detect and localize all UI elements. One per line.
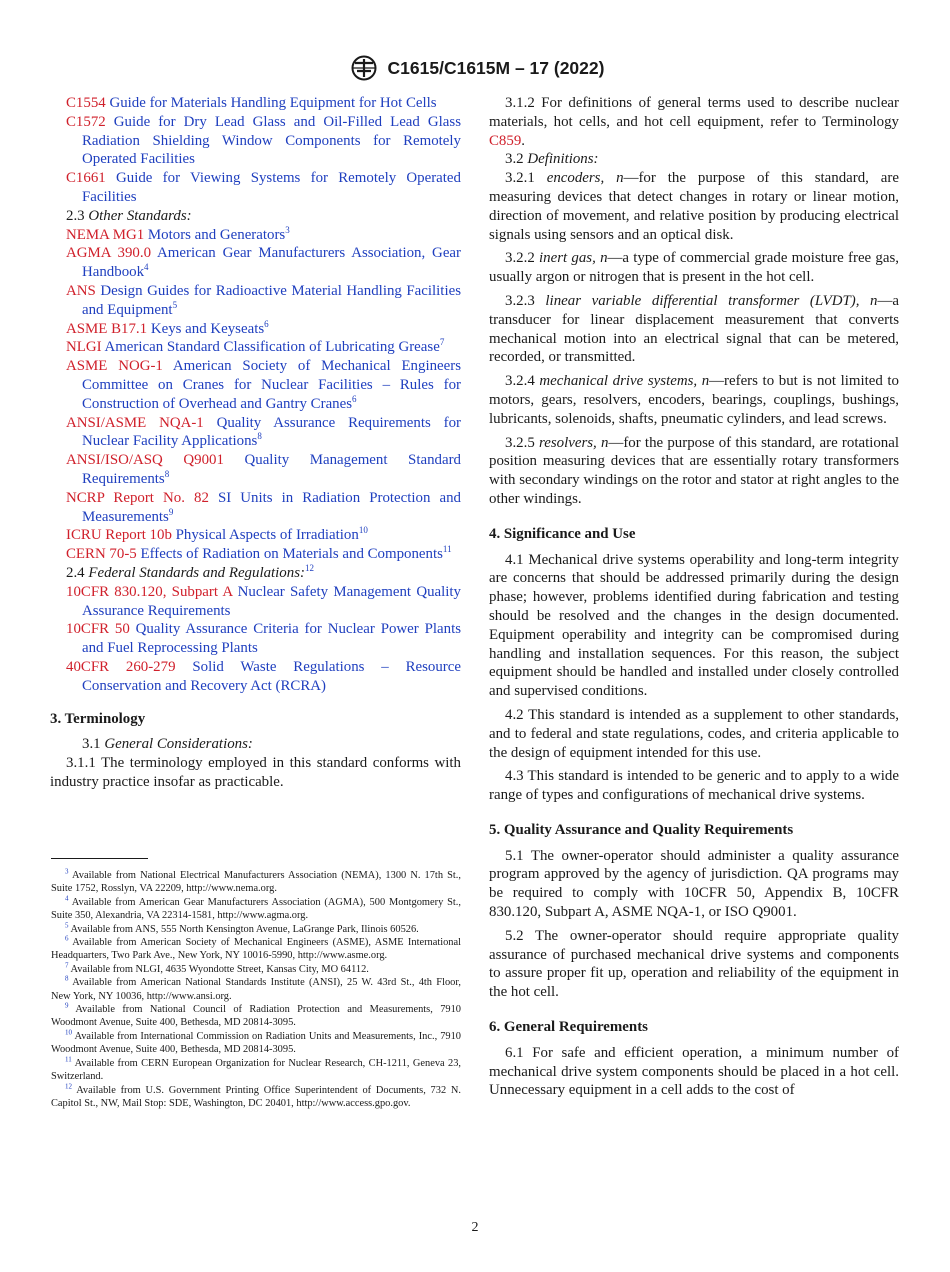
reference-title-link[interactable]: Quality Management Standard Requirements xyxy=(82,452,461,487)
definition-text: —a type of commercial grade moisture free gas, usually argon or nitrogen that is present in the hot cell. xyxy=(489,250,899,286)
section-4-body xyxy=(489,551,899,805)
reference-item xyxy=(66,338,461,357)
definition-term: inert gas, n xyxy=(539,250,608,267)
reference-title-link[interactable]: Guide for Materials Handling Equipment for Hot Cells xyxy=(109,95,437,111)
definition-number: 3.2.5 xyxy=(505,434,535,451)
reference-title-link[interactable]: Motors and Generators xyxy=(147,226,286,243)
footnote-text: Available from National Council of Radiation Protection and Measurements, 7910 Woodmont Avenue, Suite 400, Bethesda, MD 20814-3095. xyxy=(51,1004,461,1029)
footnote-marker[interactable]: 6 xyxy=(352,393,357,404)
reference-title-link[interactable]: American Society of Mechanical Engineers Committee on Cranes for Nuclear Facilities – Rules for Construction of Overhead and Gantry Cranes xyxy=(82,358,461,412)
definition-number: 3.2.2 xyxy=(505,250,535,267)
footnote-text: Available from American National Standards Institute (ANSI), 25 W. 43rd St., 4th Floor, New York, NY 10036, http://www.ansi.org. xyxy=(51,977,461,1002)
footnotes xyxy=(51,858,461,1110)
para-3-1: 3.1 General Considerations: xyxy=(82,736,253,753)
reference-title-link[interactable]: Quality Assurance Requirements for Nuclear Facility Applications xyxy=(82,414,461,450)
paragraph: 4.2 This standard is intended as a supplement to other standards, and to federal and state regulations, codes, and criteria applicable to the design of equipment intended for this use. xyxy=(489,706,899,761)
reference-title-link[interactable]: Effects of Radiation on Materials and Components xyxy=(140,546,443,563)
reference-code-link[interactable]: 40CFR 260-279 xyxy=(66,658,176,675)
reference-item xyxy=(66,583,461,621)
footnote-item xyxy=(51,923,461,936)
paragraph: 5.1 The owner-operator should administer a quality assurance program approved by the agency of jurisdiction. QA programs may be required to comply with 10CFR 50, Appendix B, 10CFR 830.120, Subpart A, ASME NQA-1, or ISO Q9001. xyxy=(489,847,899,921)
reference-code-link[interactable]: ICRU Report 10b xyxy=(66,527,172,544)
reference-title-link[interactable]: Design Guides for Radioactive Material Handling Facilities and Equipment xyxy=(82,282,461,318)
reference-item xyxy=(66,282,461,320)
definition-number: 3.2.1 xyxy=(505,170,535,187)
footnote-marker[interactable]: 8 xyxy=(257,431,262,442)
footnote-text: Available from American Gear Manufacturers Association (AGMA), 500 Montgomery St., Suite 350, Alexandria, VA 22314-1581, http://www.agma.org. xyxy=(51,896,461,922)
footnote-marker[interactable]: 5 xyxy=(172,299,178,310)
footnote-marker[interactable]: 9 xyxy=(168,506,174,517)
left-column xyxy=(50,94,462,792)
footnote-text: Available from ANS, 555 North Kensington Avenue, LaGrange Park, Ilinois 60526. xyxy=(70,923,419,935)
footnote-item xyxy=(51,869,461,896)
reference-item xyxy=(66,226,461,245)
definition-text: —for the purpose of this standard, are rotational position measuring devices that are essentially rotary transformers with secondary windings on the rotor and stator at right angles to the other windings. xyxy=(489,434,899,507)
reference-item xyxy=(66,620,461,658)
reference-title-link[interactable]: Quality Assurance Criteria for Nuclear Power Plants and Fuel Reprocessing Plants xyxy=(82,621,461,657)
reference-item xyxy=(66,113,461,169)
footnote-text: Available from American Society of Mechanical Engineers (ASME), ASME International Headquarters, Two Park Ave., New York, NY 10016-5990, http://www.asme.org. xyxy=(51,937,462,962)
footnote-item xyxy=(51,1003,461,1030)
section-2-3-heading: 2.3 Other Standards: xyxy=(66,207,192,224)
footnote-list xyxy=(51,869,461,1110)
definition-number: 3.2.3 xyxy=(505,292,535,309)
definition-term: resolvers, n xyxy=(539,434,609,451)
section-5-body xyxy=(489,847,899,1002)
reference-item xyxy=(66,357,461,413)
definition-term: encoders, n xyxy=(546,170,624,187)
definition-text: —a transducer for linear displacement measurement that converts mechanical motion into an electrical signal that can be metered, recorded, or transmitted. xyxy=(489,292,899,366)
footnote-marker[interactable]: 8 xyxy=(164,468,170,479)
footnote-text: Available from U.S. Government Printing Office Superintendent of Documents, 732 N. Capitol St., NW, Mail Stop: SDE, Washington, DC 20401, http://www.access.gpo.gov. xyxy=(51,1084,461,1109)
definition-item xyxy=(489,372,899,428)
section-2-4-heading: 2.4 Federal Standards and Regulations:$^{12}$ xyxy=(66,562,314,581)
reference-code-link[interactable]: C1554 xyxy=(66,95,106,111)
para-6-1: 6.1 For safe and efficient operation, a minimum number of mechanical drive system components should be placed in a hot cell. Unnecessary equipment in a cell adds to the cost of xyxy=(489,1044,899,1099)
footnote-number: 9 xyxy=(65,1001,69,1010)
footnote-number: 3 xyxy=(65,867,69,876)
reference-title-link[interactable]: Guide for Dry Lead Glass and Oil-Filled Lead Glass Radiation Shielding Window Components for Remotely Operated Facilities xyxy=(82,113,462,168)
reference-item xyxy=(66,320,461,339)
reference-item xyxy=(66,451,461,489)
reference-title-link[interactable]: SI Units in Radiation Protection and Measurements xyxy=(82,489,461,525)
reference-code-link[interactable]: NCRP Report No. 82 xyxy=(66,489,209,506)
reference-code-link[interactable]: ANS xyxy=(66,282,96,299)
footnote-number: 5 xyxy=(65,921,69,930)
footnote-number: 11 xyxy=(65,1055,72,1064)
reference-code-link[interactable]: ANSI/ISO/ASQ Q9001 xyxy=(66,452,224,469)
section-3-heading: 3. Terminology xyxy=(50,710,146,727)
definitions-list xyxy=(489,169,899,509)
reference-title-link[interactable]: Solid Waste Regulations – Resource Conservation and Recovery Act (RCRA) xyxy=(82,658,461,694)
footnote-number: 4 xyxy=(65,894,69,903)
reference-code-link[interactable]: CERN 70-5 xyxy=(66,546,137,563)
definition-item xyxy=(489,292,899,367)
reference-item xyxy=(66,244,461,282)
footnote-item xyxy=(51,1084,461,1111)
para-3-1-2: 3.1.2 For definitions of general terms used to describe nuclear materials, hot cells, and hot cell equipment, refer to Terminology C859. xyxy=(489,95,899,149)
reference-item xyxy=(66,94,461,113)
reference-title-link[interactable]: Guide for Viewing Systems for Remotely Operated Facilities xyxy=(82,170,461,205)
section-4-heading: 4. Significance and Use xyxy=(489,525,636,542)
page-number: 2 xyxy=(471,1220,479,1235)
para-3-2: 3.2 Definitions: xyxy=(505,151,599,168)
reference-code-link[interactable]: ASME B17.1 xyxy=(66,320,148,337)
footnote-rule xyxy=(51,858,148,859)
reference-title-link[interactable]: American Gear Manufacturers Association, Gear Handbook xyxy=(82,245,461,281)
reference-title-link[interactable]: Keys and Keyseats xyxy=(150,320,265,337)
para-3-1-1: 3.1.1 The terminology employed in this standard conforms with industry practice insofar as practicable. xyxy=(50,755,461,790)
reference-code-link[interactable]: NEMA MG1 xyxy=(66,226,145,243)
paragraph: 5.2 The owner-operator should require appropriate quality assurance of purchased mechanical drive systems and components to assure proper fit up, operation and reliability of the equipment in the hot cell. xyxy=(489,927,899,1001)
reference-code-link[interactable]: C1572 xyxy=(66,113,106,130)
astm-logo-icon xyxy=(346,55,382,81)
reference-item xyxy=(66,658,461,696)
reference-code-link[interactable]: AGMA 390.0 xyxy=(66,245,152,262)
footnote-number: 7 xyxy=(65,961,69,970)
definition-text: —refers to but is not limited to motors, gears, resolvers, encoders, bearings, couplings, bushings, lubricants, solenoids, shafts, pneumatic cylinders, and lead screws. xyxy=(489,373,899,427)
footnote-text: Available from National Electrical Manufacturers Association (NEMA), 1300 N. 17th St., Suite 1752, Rosslyn, VA 22209, http://www.nema.org. xyxy=(51,870,461,895)
footnote-marker[interactable]: 3 xyxy=(285,224,290,235)
footnote-item xyxy=(51,936,461,963)
reference-title-link[interactable]: Nuclear Safety Management Quality Assurance Requirements xyxy=(82,583,461,619)
footnote-number: 6 xyxy=(65,934,69,943)
footnote-marker[interactable]: 11 xyxy=(442,544,452,555)
footnote-marker[interactable]: 10 xyxy=(358,525,368,536)
definition-item xyxy=(489,434,899,509)
standard-designation: C1615/C1615M – 17 (2022) xyxy=(387,57,605,78)
definition-term: mechanical drive systems, n xyxy=(539,373,710,390)
reference-code-link[interactable]: ASME NOG-1 xyxy=(66,358,163,375)
footnote-marker[interactable]: 6 xyxy=(264,318,269,329)
reference-title-link[interactable]: Physical Aspects of Irradiation xyxy=(175,527,359,544)
footnote-item xyxy=(51,896,461,923)
right-column xyxy=(489,94,899,1100)
reference-item xyxy=(66,414,461,452)
footnote-marker[interactable]: 4 xyxy=(144,262,149,273)
definition-item xyxy=(489,249,899,287)
section-5-heading: 5. Quality Assurance and Quality Requirements xyxy=(489,821,794,838)
footnote-number: 12 xyxy=(65,1082,72,1091)
footnote-text: Available from International Commission on Radiation Units and Measurements, Inc., 7910 Woodmont Avenue, Suite 400, Bethesda, MD 20814-3095. xyxy=(51,1030,461,1056)
reference-code-link[interactable]: 10CFR 50 xyxy=(66,621,130,638)
reference-title-link[interactable]: American Standard Classification of Lubricating Grease xyxy=(104,339,440,356)
footnote-item xyxy=(51,1057,461,1084)
ref-c859-link[interactable]: C859 xyxy=(489,132,522,149)
astm-reference-list xyxy=(66,94,461,207)
page-header xyxy=(0,55,950,81)
footnote-item xyxy=(51,963,461,976)
reference-item xyxy=(66,489,461,527)
reference-item xyxy=(66,526,461,545)
footnote-text: Available from NLGI, 4635 Wyondotte Street, Kansas City, MO 64112. xyxy=(70,963,369,975)
reference-code-link[interactable]: NLGI xyxy=(66,339,102,356)
other-standards-list xyxy=(66,226,461,564)
definition-item xyxy=(489,169,899,244)
reference-item xyxy=(66,545,461,564)
definition-term: linear variable differential transformer (LVDT), n xyxy=(545,292,878,309)
paragraph: 4.1 Mechanical drive systems operability and long-term integrity are concerns that should be addressed primarily during the design phase; however, problems identified during fabrication and testing should be resolved and the changes in the design documented. Equipment operability and integrity can be compromised during handling and installation sequences. For this reason, the subject equipment should be handled and installed under closely controlled and supervised conditions. xyxy=(489,551,899,700)
reference-code-link[interactable]: 10CFR 830.120, Subpart A xyxy=(66,583,233,600)
definition-text: —for the purpose of this standard, are measuring devices that detect changes in rotary or linear motion, direction of movement, and relative position by producing electrical signals using sensors and an optical disk. xyxy=(489,170,899,243)
federal-standards-list xyxy=(66,583,461,696)
footnote-item xyxy=(51,976,461,1003)
footnote-number: 8 xyxy=(65,974,69,983)
section-6-heading: 6. General Requirements xyxy=(489,1019,648,1036)
footnote-marker[interactable]: 7 xyxy=(439,337,445,348)
reference-code-link[interactable]: ANSI/ASME NQA-1 xyxy=(66,414,204,431)
reference-code-link[interactable]: C1661 xyxy=(66,170,106,187)
paragraph: 4.3 This standard is intended to be generic and to apply to a wide range of types and configurations of mechanical drive systems. xyxy=(489,768,899,804)
footnote-text: Available from CERN European Organization for Nuclear Research, CH-1211, Geneva 23, Switzerland. xyxy=(51,1057,461,1083)
footnote-item xyxy=(51,1030,461,1057)
definition-number: 3.2.4 xyxy=(505,373,535,390)
footnote-number: 10 xyxy=(65,1028,72,1037)
reference-item xyxy=(66,169,461,207)
